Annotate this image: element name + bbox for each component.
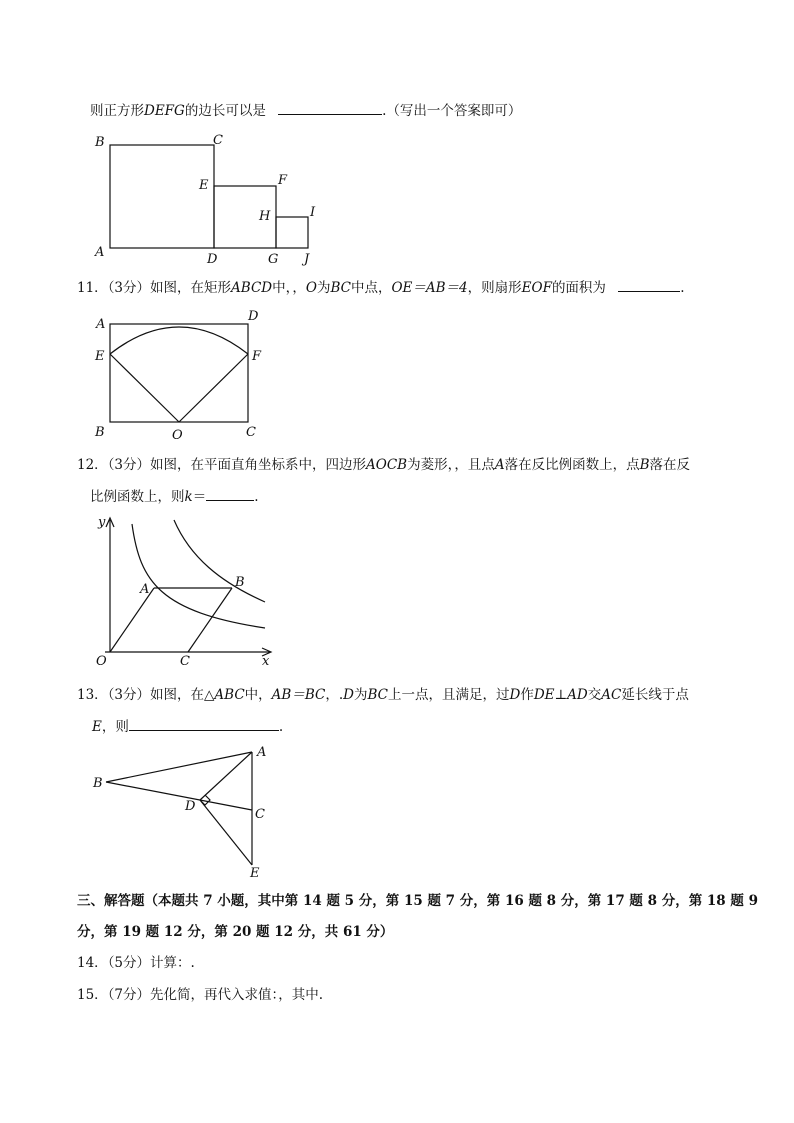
q12-number: 12． [77,457,108,473]
q14-score: （5分） [107,955,151,971]
q11-s6: 的面积为 [551,280,606,296]
q12-text-line1 [77,455,690,475]
q12-label-A: A [140,582,150,597]
q11-s4: 中点， [350,280,392,296]
rhombus-oa [110,588,154,652]
q13-answer-blank[interactable] [129,716,279,731]
q13-s8: 延长线于点 [621,687,689,703]
q11-rect: ABCD [231,280,273,296]
q13-abbc: AB＝BC [271,687,326,703]
q10-label-B: B [95,135,105,150]
q13-s2: 中， [244,687,272,703]
q10-text-suffix: .（写出一个答案即可） [382,103,522,119]
q12-l2b: ＝ [192,489,207,505]
q12-s4: 落在反 [649,457,691,473]
side-ba [106,752,252,782]
q11-s2: 中，， [272,280,306,296]
q13-s7: 交 [587,687,602,703]
q10-label-I: I [310,205,316,220]
square-abcd-large [110,145,214,248]
square-small-hij [276,217,308,248]
q11-end: . [680,280,685,296]
q15-score: （7分） [107,987,151,1003]
q13-label-B: B [93,776,103,791]
q13-deperp: DE⊥AD [533,687,588,703]
segment-de [200,800,252,865]
q12-label-x: x [262,654,270,669]
segment-ad [200,752,252,800]
q11-score: （3分） [107,280,151,296]
q11-label-O: O [172,428,183,443]
q13-label-C: C [255,807,265,822]
q10-shape-name: DEFG [144,103,185,119]
q13-s5: 上一点，且满足，过 [387,687,510,703]
q10-answer-line [90,100,521,121]
q10-text-prefix: 则正方形 [90,103,144,119]
curve-inner [132,524,265,628]
q12-label-y: y [98,515,106,530]
q10-label-H: H [259,209,271,224]
q13-score: （3分） [107,687,151,703]
q13-d: D [343,687,354,703]
q12-s1: 如图，在平面直角坐标系中，四边形 [150,457,367,473]
q13-s1: 如图，在△ [150,687,215,703]
q13-figure [90,740,280,880]
q11-answer-blank[interactable] [618,277,680,292]
q12-score: （3分） [107,457,151,473]
q13-label-D: D [185,799,196,814]
q13-l2e: E [92,719,102,735]
q11-eof: EOF [521,280,552,296]
q13-s3: ，. [325,687,344,703]
q12-text-line2 [90,486,258,507]
q12-label-C: C [180,654,190,669]
q11-eq: OE＝AB＝4 [391,280,468,296]
q11-label-C: C [246,425,256,440]
q13-s4: 为 [353,687,368,703]
q10-label-G: G [268,252,279,267]
q11-o: O [305,280,317,296]
q12-end: . [254,489,259,505]
q15-text [77,985,323,1005]
q12-figure [90,512,280,672]
arc-ef [110,327,248,354]
q10-label-F: F [278,173,288,188]
rect-abcd [110,324,248,422]
q10-answer-blank[interactable] [278,100,382,115]
q13-label-E: E [250,866,260,881]
q11-text [77,277,685,298]
q13-l2a: ，则 [101,719,129,735]
q11-bc: BC [330,280,351,296]
q10-label-C: C [213,133,223,148]
q14-text [77,953,195,973]
q10-label-J: J [304,252,310,267]
q11-s3: 为 [316,280,331,296]
q12-label-B: B [235,575,245,590]
q13-label-A: A [257,745,267,760]
q10-label-D: D [207,252,218,267]
q15-number: 15． [77,987,108,1003]
q15-body: 先化简，再代入求值：，其中. [150,987,324,1003]
q13-number: 13． [77,687,108,703]
q11-number: 11． [77,280,108,296]
q11-s1: 如图，在矩形 [150,280,232,296]
q13-bc: BC [367,687,388,703]
q12-s3: 落在反比例函数上，点 [504,457,640,473]
q12-label-O: O [96,654,107,669]
q13-end: . [278,719,284,735]
q12-s2: 为菱形，，且点 [407,457,495,473]
side-bc [106,782,252,810]
curve-outer [174,520,265,602]
q14-number: 14． [77,955,108,971]
q11-label-F: F [252,349,262,364]
q10-text-mid: 的边长可以是 [184,103,266,119]
q12-l2a: 比例函数上，则 [90,489,185,505]
q10-figure [90,130,330,270]
q10-label-A: A [95,245,105,260]
q12-a: A [494,457,505,473]
q12-k: k [184,489,193,505]
q11-label-D: D [248,309,259,324]
q11-s5: ，则扇形 [467,280,522,296]
q11-label-B: B [95,425,105,440]
q13-abc: ABC [214,687,245,703]
q13-s6: 作 [520,687,534,703]
radius-oe [110,354,179,422]
q12-answer-blank[interactable] [206,486,254,501]
section3-heading-line1: 三、解答题（本题共 7 小题，其中第 14 题 5 分，第 15 题 7 分，第 16 题 8 分，第 17 题 8 分，第 18 题 9 [77,893,758,909]
q12-b: B [639,457,650,473]
q14-body: 计算：. [150,955,195,971]
section3-heading-line2: 分，第 19 题 12 分，第 20 题 12 分，共 61 分） [77,924,394,940]
q13-d2: D [509,687,521,703]
q13-text-line1 [77,685,689,705]
q13-ac: AC [601,687,622,703]
radius-of [179,354,248,422]
q11-label-E: E [95,349,105,364]
q12-aocb: AOCB [366,457,408,473]
q10-label-E: E [199,178,209,193]
q11-label-A: A [96,317,106,332]
q13-text-line2 [92,716,283,737]
q11-figure [90,308,270,443]
